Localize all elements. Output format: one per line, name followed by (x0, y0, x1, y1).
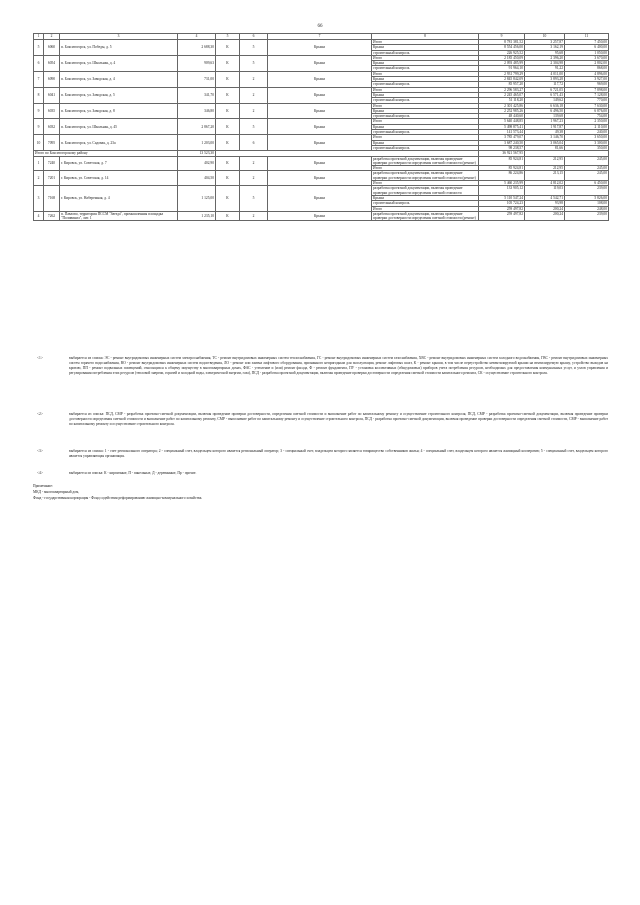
cost-limit: 3 927,00 (565, 77, 609, 82)
work-type: Итого (372, 71, 479, 76)
cost-per-sqm: 149,62 (525, 98, 565, 103)
table-row (34, 40, 609, 45)
header-cell: 1 (34, 34, 44, 40)
house-area: 731,00 (178, 71, 216, 87)
page-number: 66 (317, 24, 323, 29)
header-cell: 5 (216, 34, 240, 40)
work-type: разработка проектной документации, включая проведение проверки достоверности определения сметной стоимости (372, 186, 479, 196)
cost-total: 2 301 425,86 (479, 103, 525, 108)
wall-material: К (216, 171, 240, 186)
cost-total: 133 905,12 (479, 186, 525, 196)
table-row (34, 211, 609, 221)
cost-limit: 7 128,00 (565, 92, 609, 97)
house-area: 341,70 (178, 87, 216, 103)
cost-per-sqm: 3 893,28 (525, 77, 565, 82)
cost-limit: 3 670,00 (565, 55, 609, 60)
cost-limit: 240,00 (565, 130, 609, 135)
floors: 6 (240, 135, 268, 151)
floors: 2 (240, 156, 268, 171)
house-id: 7262 (44, 211, 60, 221)
repair-type: Крыша (268, 71, 372, 87)
footnote-text: выбирается из списка: 1 - счет регионального оператора; 2 - специальный счет, владельцем которого является региональный оператор; 3 - специальный счет, владельцем которого является товарищество собственников жилья; 4 - специальный счет, владельцем которого является жилищный кооператив; 5 - специальный счет, владельцем которого является управляющая организация. (69, 449, 608, 458)
cost-per-sqm: 6 571,43 (525, 92, 565, 97)
cost-limit: 7 450,00 (565, 40, 609, 45)
house-id: 6054 (44, 55, 60, 71)
footnote-mark: <1> (37, 356, 43, 360)
address: п. Павлово, территория ПССМ "Звезда", промышленная площадка "Поливинил", лит. 1 (60, 211, 178, 221)
cost-total: 259 497,82 (479, 211, 525, 221)
house-id: 7168 (44, 186, 60, 211)
address: п. Бокситогорск, ул. Победы, д. 5 (60, 40, 178, 56)
cost-per-sqm: 212,95 (525, 156, 565, 166)
work-type: строительный контроль (372, 98, 479, 103)
cost-per-sqm: 4 542,71 (525, 195, 565, 200)
cost-total: 8 554 456,00 (479, 45, 525, 50)
house-area: 1 203,00 (178, 135, 216, 151)
row-number: 1 (34, 156, 44, 171)
address: п. Бокситогорск, ул. Заводская, д. 8 (60, 103, 178, 119)
row-number: 6 (34, 55, 44, 71)
repair-type: Крыша (268, 103, 372, 119)
house-area: 1 235,10 (178, 211, 216, 221)
house-area: 909,63 (178, 55, 216, 71)
cost-per-sqm: 3 065,04 (525, 140, 565, 145)
wall-material: К (216, 186, 240, 211)
work-type: Крыша (372, 140, 479, 145)
floors: 5 (240, 186, 268, 211)
work-type: Крыша (372, 108, 479, 113)
floors: 5 (240, 55, 268, 71)
work-type: Итого (372, 166, 479, 171)
cost-per-sqm: 95,68 (525, 50, 565, 55)
header-cell: 10 (525, 34, 565, 40)
address: п. Бокситогорск, ул. Заводская, д. 5 (60, 87, 178, 103)
row-number: 7 (34, 71, 44, 87)
cost-limit: 2 802,00 (565, 61, 609, 66)
table-row (34, 186, 609, 196)
footnote-mark: <2> (37, 412, 43, 416)
house-id: 7240 (44, 156, 60, 171)
house-id: 6035 (44, 103, 60, 119)
house-id: 7095 (44, 135, 60, 151)
floors: 2 (240, 71, 268, 87)
cost-total: 85 924,81 (479, 156, 525, 166)
floors: 2 (240, 103, 268, 119)
table-row (34, 119, 609, 124)
row-number: 3 (34, 186, 44, 211)
work-type: Итого (372, 103, 479, 108)
table-row (34, 135, 609, 140)
header-cell: 8 (372, 34, 479, 40)
header-cell: 11 (565, 34, 609, 40)
work-type: Итого (372, 135, 479, 140)
work-type: разработка проектной документации, включая проведение проверки достоверности определения сметной стоимости (ремонт) (372, 156, 479, 166)
work-type: Крыша (372, 195, 479, 200)
wall-material: К (216, 135, 240, 151)
house-area: 402,90 (178, 156, 216, 171)
cost-total: 51 118,20 (479, 98, 525, 103)
cost-per-sqm: 2 396,20 (525, 55, 565, 60)
repair-type: Крыша (268, 156, 372, 171)
cost-per-sqm: 4 812,02 (525, 181, 565, 186)
footnote-text: выбирается из списка: ПСД, СМР - разработка проектно-сметной документации, включая проведение проверки достоверности, определения сметной стоимости и выполнение работ по капитальному ремонту и осуществление строительного контроля, ПСД, СМР - разработка проектно-сметной документации, включая проведение проверки достоверности определения сметной стоимости и выполнение работ по капитальному ремонту, СМР - выполнение работ по капитальному ремонту и осуществление строительного контроля, ПСД - разработка проектно-сметной документации, включая проведение проверки достоверности определения сметной стоимости, СМР - выполнение работ по капитальному ремонту и осуществление строительного контроля. (69, 412, 608, 426)
cost-limit: 2 110,00 (565, 124, 609, 129)
work-type: Итого (372, 119, 479, 124)
subtotal-label: Итого по Бокситогорскому району (34, 151, 178, 156)
wall-material: К (216, 71, 240, 87)
wall-material: К (216, 119, 240, 135)
cost-per-sqm: 1 967,23 (525, 119, 565, 124)
house-area: 2 688,30 (178, 40, 216, 56)
house-area: 2 867,20 (178, 119, 216, 135)
table-row (34, 171, 609, 181)
cost-limit: 6 450,00 (565, 181, 609, 186)
floors: 5 (240, 40, 268, 56)
cost-limit: 3 650,00 (565, 135, 609, 140)
repair-type: Крыша (268, 87, 372, 103)
house-area: 404,50 (178, 171, 216, 186)
row-number: 10 (34, 135, 44, 151)
cost-limit: 969,00 (565, 82, 609, 87)
cost-total: 2 245 465,07 (479, 92, 525, 97)
cost-per-sqm: 4 011,00 (525, 71, 565, 76)
cost-total: 85 957,20 (479, 82, 525, 87)
house-area: 346,80 (178, 103, 216, 119)
cost-total: 105 724,23 (479, 201, 525, 206)
cost-total: 5 460 235,99 (479, 181, 525, 186)
work-type: строительный контроль (372, 145, 479, 150)
work-type: строительный контроль (372, 82, 479, 87)
cost-limit: 754,00 (565, 114, 609, 119)
address: г. Кировск, ул. Советская, д. 14 (60, 171, 178, 186)
cost-per-sqm: 200,24 (525, 206, 565, 211)
capital-repair-table (33, 33, 609, 221)
row-number: 9 (34, 119, 44, 135)
row-number: 9 (34, 103, 44, 119)
cost-limit: 245,00 (565, 166, 609, 171)
cost-total: 86 224,86 (479, 171, 525, 181)
row-number: 2 (34, 171, 44, 186)
cost-limit: 248,00 (565, 206, 609, 211)
work-type: Итого (372, 181, 479, 186)
cost-limit: 6 876,00 (565, 108, 609, 113)
wall-material: К (216, 211, 240, 221)
cost-limit: 3 300,00 (565, 140, 609, 145)
cost-per-sqm: 3 257,87 (525, 40, 565, 45)
table-row (34, 103, 609, 108)
work-type: Крыша (372, 77, 479, 82)
cost-total: 259 497,82 (479, 206, 525, 211)
header-cell: 9 (479, 34, 525, 40)
work-type: строительный контроль (372, 66, 479, 71)
wall-material: К (216, 103, 240, 119)
repair-type: Крыша (268, 119, 372, 135)
cost-per-sqm: 2 304,98 (525, 61, 565, 66)
work-type: Крыша (372, 92, 479, 97)
cost-limit: 5 826,00 (565, 195, 609, 200)
cost-per-sqm: 212,95 (525, 166, 565, 171)
cost-total: 141 573,44 (479, 130, 525, 135)
wall-material: К (216, 55, 240, 71)
work-type: Итого (372, 40, 479, 45)
cost-limit: 108,00 (565, 201, 609, 206)
footer-line: Фонд - государственная корпорация - Фонд содействия реформированию жилищно-коммунального хозяйства. (33, 496, 203, 500)
footer-line: МКД - многоквартирный дом, (33, 490, 80, 494)
cost-per-sqm: 213,15 (525, 171, 565, 181)
cost-total: 91 964,10 (479, 66, 525, 71)
header-cell: 3 (60, 34, 178, 40)
cost-total: 5 640 448,85 (479, 119, 525, 124)
work-type: Итого (372, 55, 479, 60)
cost-limit: 2 350,00 (565, 119, 609, 124)
cost-limit: 868,00 (565, 66, 609, 71)
cost-total: 8 781 381,52 (479, 40, 525, 45)
cost-per-sqm: 3 146,70 (525, 135, 565, 140)
footnote-mark: <3> (37, 449, 43, 453)
cost-total: 48 440,60 (479, 114, 525, 119)
header-cell: 6 (240, 34, 268, 40)
cost-total: 98 238,57 (479, 145, 525, 150)
cost-total: 85 924,81 (479, 166, 525, 171)
cost-per-sqm: 119,03 (525, 186, 565, 196)
cost-total: 2 093 485,99 (479, 61, 525, 66)
header-cell: 4 (178, 34, 216, 40)
row-number: 8 (34, 87, 44, 103)
row-number: 5 (34, 40, 44, 56)
address: г. Кировск, ул. Советская, д. 7 (60, 156, 178, 171)
cost-total: 2 845 842,09 (479, 77, 525, 82)
house-area: 1 125,00 (178, 186, 216, 211)
work-type: Крыша (372, 61, 479, 66)
work-type: Крыша (372, 124, 479, 129)
repair-type: Крыша (268, 186, 372, 211)
cost-limit: 1 050,00 (565, 50, 609, 55)
floors: 5 (240, 119, 268, 135)
cost-total: 5 110 547,24 (479, 195, 525, 200)
cost-total: 226 925,52 (479, 50, 525, 55)
address: г. Кировск, ул. Набережная, д. 4 (60, 186, 178, 211)
cost-limit: 239,00 (565, 211, 609, 221)
floors: 2 (240, 87, 268, 103)
repair-type: Крыша (268, 40, 372, 56)
table-row (34, 71, 609, 76)
cost-per-sqm: 3 162,19 (525, 45, 565, 50)
table-row (34, 55, 609, 60)
footnote-text: выбирается из списка: К - кирпичные, П - панельные, Д - деревянные, Пр - прочие. (69, 471, 197, 475)
cost-per-sqm: 139,68 (525, 114, 565, 119)
repair-type: Крыша (268, 135, 372, 151)
cost-per-sqm: 6 721,05 (525, 87, 565, 92)
cost-total: 2 252 985,26 (479, 108, 525, 113)
footer-note (33, 483, 608, 501)
cost-limit: 350,00 (565, 145, 609, 150)
address: п. Бокситогорск, ул. Садовая, д. 23а (60, 135, 178, 151)
work-type: разработка проектной документации, включая проведение проверки достоверности определения сметной стоимости (ремонт) (372, 211, 479, 221)
address: п. Бокситогорск, ул. Школьная, д. 4 (60, 55, 178, 71)
cost-limit: 6 400,00 (565, 45, 609, 50)
cost-total: 3 687 240,50 (479, 140, 525, 145)
cost-limit: 245,00 (565, 171, 609, 181)
house-id: 6032 (44, 119, 60, 135)
header-cell: 2 (44, 34, 60, 40)
work-type: строительный контроль (372, 50, 479, 55)
cost-limit: 239,00 (565, 186, 609, 196)
table-row (34, 87, 609, 92)
work-type: Крыша (372, 45, 479, 50)
cost-per-sqm: 49,38 (525, 130, 565, 135)
wall-material: К (216, 87, 240, 103)
cost-limit: 7 898,00 (565, 87, 609, 92)
address: п. Бокситогорск, ул. Заводская, д. 4 (60, 71, 178, 87)
floors: 2 (240, 171, 268, 186)
cost-per-sqm: 93,98 (525, 201, 565, 206)
repair-type: Крыша (268, 55, 372, 71)
work-type: строительный контроль (372, 201, 479, 206)
cost-per-sqm: 81,66 (525, 145, 565, 150)
cost-per-sqm: 6 636,18 (525, 103, 565, 108)
cost-total: 2 931 799,29 (479, 71, 525, 76)
table-row (34, 156, 609, 166)
cost-limit: 4 896,00 (565, 71, 609, 76)
work-type: Итого (372, 87, 479, 92)
house-id: 6090 (44, 71, 60, 87)
cost-per-sqm: 6 496,50 (525, 108, 565, 113)
repair-type: Крыша (268, 211, 372, 221)
work-type: разработка проектной документации, включая проведение проверки достоверности определения сметной стоимости (ремонт) (372, 171, 479, 181)
cost-total: 2 296 583,27 (479, 87, 525, 92)
cost-limit: 245,00 (565, 156, 609, 166)
cost-limit: 770,00 (565, 98, 609, 103)
wall-material: К (216, 40, 240, 56)
cost-total: 3 785 479,07 (479, 135, 525, 140)
footer-title: Примечание: (33, 484, 53, 488)
house-id: 6041 (44, 87, 60, 103)
cost-per-sqm: 200,24 (525, 211, 565, 221)
footnote-mark: <4> (37, 471, 43, 475)
cost-total: 2 185 450,09 (479, 55, 525, 60)
work-type: строительный контроль (372, 130, 479, 135)
header-cell: 7 (268, 34, 372, 40)
subtotal-total: 36 921 567,95 (479, 151, 525, 156)
work-type: Итого (372, 206, 479, 211)
repair-type: Крыша (268, 171, 372, 186)
row-number: 4 (34, 211, 44, 221)
cost-total: 5 498 875,41 (479, 124, 525, 129)
wall-material: К (216, 156, 240, 171)
footnote-text: выбирается из списка: ЭС - ремонт внутридомовых инженерных систем электроснабжения, ТС - ремонт внутридомовых инженерных систем теплоснабжения, ГС - ремонт внутридомовых инженерных систем газоснабжения, ХВС - ремонт внутридомовых инженерных систем холодного водоснабжения, ГВС - ремонт внутридомовых инженерных систем горячего водоснабжения, ВО - ремонт внутридомовых инженерных систем водоотведения, ЛО - ремонт или замена лифтового оборудования, признанного непригодным для эксплуатации, ремонт лифтовых шахт, К - ремонт крыши, в том числе переустройство невентилируемой крыши на вентилируемую крышу, устройство выходов на кровлю, ПП - ремонт подвальных помещений, относящихся к общему имуществу в многоквартирных домах, ФАС - утепление и (или) ремонт фасада, Ф - ремонт фундамента, ПУ - установка коллективных (общедомовых) приборов учета потребления ресурсов, необходимых для предоставления коммунальных услуг, и узлов управления и регулирования потребления этих ресурсов (тепловой энергии, горячей и холодной воды, электрической энергии, газа), ПСД - разработка проектной документации, включая проведение проверки достоверности определения сметной стоимости капитального ремонта, СК - осуществление строительного контроля. (69, 356, 608, 375)
house-id: 6060 (44, 40, 60, 56)
cost-per-sqm: 117,72 (525, 82, 565, 87)
work-type: строительный контроль (372, 114, 479, 119)
floors: 2 (240, 211, 268, 221)
cost-limit: 7 630,00 (565, 103, 609, 108)
address: п. Бокситогорск, ул. Школьная, д. 45 (60, 119, 178, 135)
cost-per-sqm: 91,22 (525, 66, 565, 71)
subtotal-area: 13 523,30 (178, 151, 216, 156)
house-id: 7201 (44, 171, 60, 186)
cost-per-sqm: 1 917,87 (525, 124, 565, 129)
